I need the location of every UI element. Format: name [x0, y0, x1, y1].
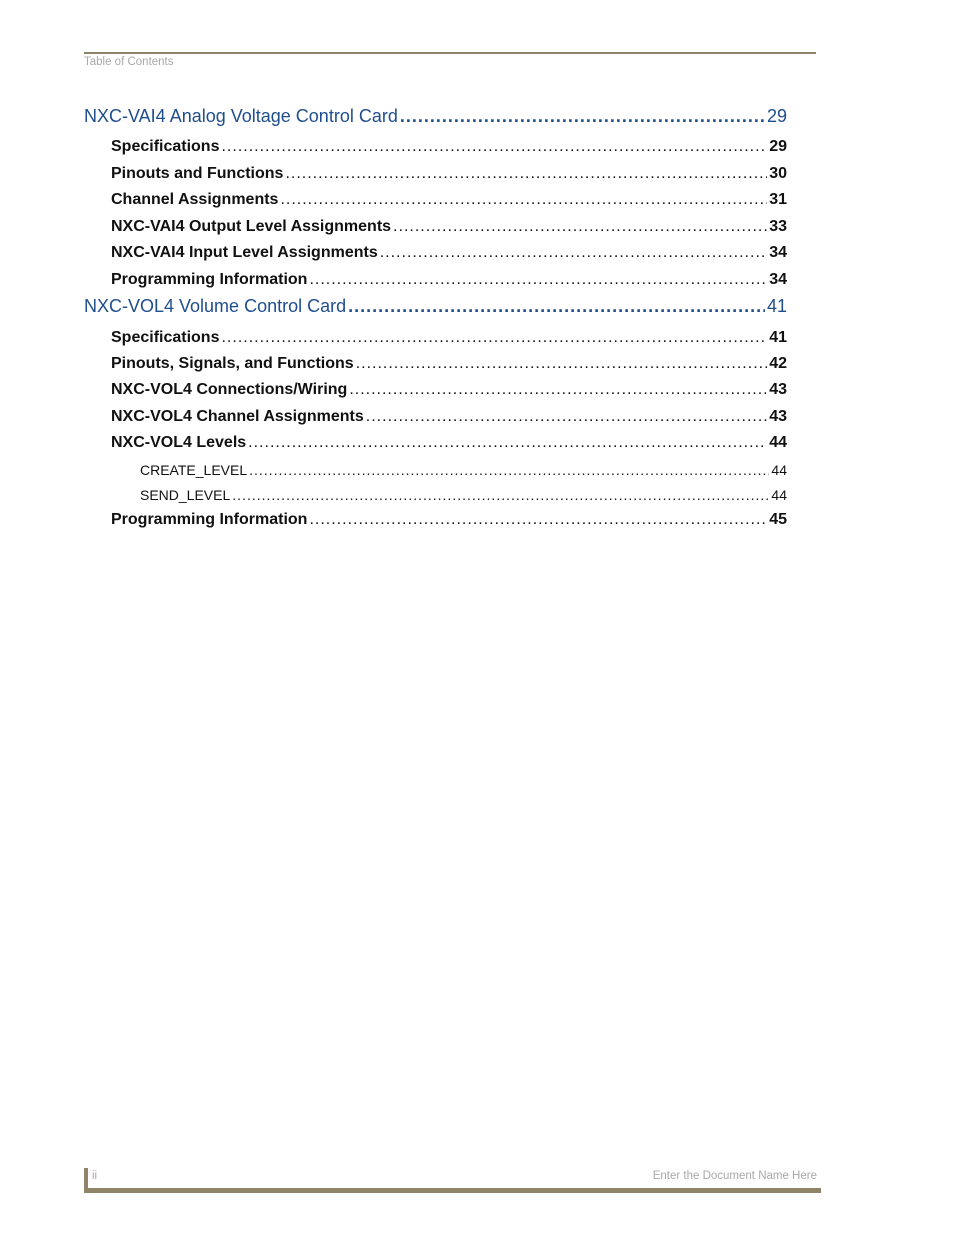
toc-page-number: 45	[769, 511, 787, 528]
toc-entry-title: Pinouts and Functions	[111, 165, 284, 182]
toc-subentry[interactable]	[140, 462, 787, 478]
toc-leader	[380, 244, 767, 262]
toc-page-number: 41	[766, 296, 787, 316]
toc-page-number: 44	[771, 462, 787, 478]
toc-entry-title: Specifications	[111, 329, 220, 346]
toc-page-number: 33	[769, 218, 787, 235]
toc-subentry-title: CREATE_LEVEL	[140, 462, 248, 478]
toc-entry[interactable]	[111, 165, 787, 183]
toc-entry-title: NXC-VOL4 Connections/Wiring	[111, 381, 348, 398]
toc-leader	[349, 381, 767, 399]
toc-entry[interactable]	[111, 408, 787, 426]
footer-bar-horizontal	[84, 1188, 821, 1193]
toc-entry-title: Specifications	[111, 138, 220, 155]
toc-entry[interactable]	[111, 434, 787, 452]
toc-entry[interactable]	[111, 244, 787, 262]
toc-leader	[221, 138, 767, 156]
toc-leader	[356, 355, 768, 373]
toc-leader	[366, 408, 767, 426]
toc-page-number: 31	[769, 191, 787, 208]
toc-entry-title: NXC-VAI4 Output Level Assignments	[111, 218, 392, 235]
toc-section-title: NXC-VAI4 Analog Voltage Control Card	[84, 106, 398, 126]
toc-page-number: 43	[769, 408, 787, 425]
header-rule	[84, 52, 816, 54]
toc-page-number: 41	[769, 329, 787, 346]
toc-entry[interactable]	[111, 271, 787, 289]
toc-section-vol4[interactable]	[84, 296, 787, 317]
toc-entry-title: Pinouts, Signals, and Functions	[111, 355, 354, 372]
toc-entry[interactable]	[111, 329, 787, 347]
toc-entry[interactable]	[111, 511, 787, 529]
toc-page-number: 30	[769, 165, 787, 182]
toc-leader	[221, 329, 767, 347]
toc-section-title: NXC-VOL4 Volume Control Card	[84, 296, 347, 316]
toc-entry-title: NXC-VOL4 Levels	[111, 434, 247, 451]
toc-page-number: 34	[769, 244, 787, 261]
toc-page-number: 44	[769, 434, 787, 451]
toc-leader	[393, 218, 767, 236]
toc-page-number: 34	[769, 271, 787, 288]
toc-leader	[280, 191, 767, 209]
toc-leader	[249, 462, 769, 478]
toc-entry-title: Programming Information	[111, 511, 308, 528]
toc-subentry[interactable]	[140, 487, 787, 503]
toc-entry[interactable]	[111, 191, 787, 209]
toc-entry-title: NXC-VAI4 Input Level Assignments	[111, 244, 378, 261]
toc-page-number: 29	[769, 138, 787, 155]
footer-document-name: Enter the Document Name Here	[652, 1170, 817, 1182]
toc-leader	[248, 434, 767, 452]
toc-entry-title: NXC-VOL4 Channel Assignments	[111, 408, 364, 425]
toc-entry[interactable]	[111, 138, 787, 156]
toc-entry-title: Programming Information	[111, 271, 308, 288]
toc-entry[interactable]	[111, 381, 787, 399]
toc-leader	[309, 511, 767, 529]
toc-entry[interactable]	[111, 218, 787, 236]
toc-leader	[400, 106, 765, 127]
toc-page-number: 44	[771, 487, 787, 503]
toc-leader	[309, 271, 767, 289]
toc-leader	[348, 296, 765, 317]
toc-section-vai4[interactable]	[84, 106, 787, 127]
toc-leader	[232, 487, 769, 503]
toc-subentry-title: SEND_LEVEL	[140, 487, 231, 503]
toc-page-number: 43	[769, 381, 787, 398]
toc-entry[interactable]	[111, 355, 787, 373]
footer-page-number: ii	[92, 1170, 98, 1182]
toc-page-number: 29	[766, 106, 787, 126]
toc-leader	[285, 165, 767, 183]
toc-page-number: 42	[769, 355, 787, 372]
toc-entry-title: Channel Assignments	[111, 191, 279, 208]
header-section-label: Table of Contents	[84, 56, 174, 68]
